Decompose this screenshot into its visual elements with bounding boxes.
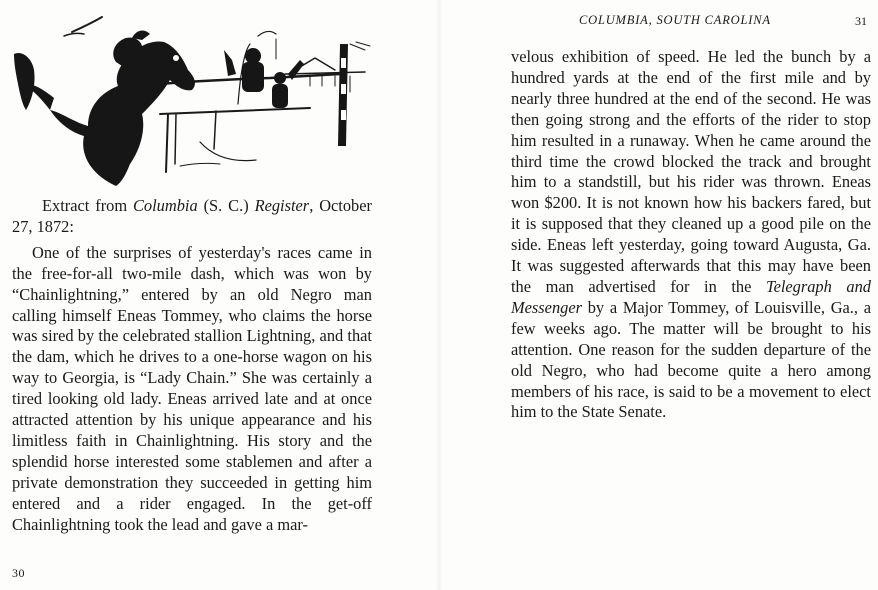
page-number-right: 31 [855, 14, 867, 28]
telegraph-newspaper-name: Telegraph and Messenger [511, 276, 871, 317]
page-number-left: 30 [12, 566, 25, 580]
left-page-text [12, 196, 372, 536]
continuation-part-2: by a Major Tommey, of Louisville, Ga., a few weeks ago. The matter will be brought to his attention. One reason for the sudden departure of the old Negro, who had become quite a hero among members of his race, is said to be a movement to elect him to the State Senate. [511, 297, 871, 422]
right-page-text [511, 47, 871, 423]
newspaper-name-suffix: Register [254, 196, 310, 215]
article-date: , October 27, 1872: [12, 196, 372, 236]
horse-race-illustration [10, 14, 372, 186]
article-body: One of the surprises of yesterday's races came in the free-for-all two-mile dash, which was won by “Chainlightning,” entered by an old Negro man calling himself Eneas Tommey, who claims the horse was sired by the celebrated stallion Lightning, and that the dam, which he drives to a one-horse wagon on his way to Georgia, is “Lady Chain.” She was certainly a tired looking old lady. Eneas arrived late and at once attracted attention by his unique appearance and his limitless faith in Chainlightning. His story and the splendid horse interested some stablemen and after a private demonstration they succeeded in getting him entered and a rider engaged. In the get-off Chainlightning took the lead and gave a mar- [12, 242, 372, 534]
continuation-part-1: velous exhibition of speed. He led the bunch by a hundred yards at the end of the first mile and by nearly three hundred at the end of the second. He was then going strong and the efforts of the rider to stop him resulted in a runaway. When he came around the third time the crowd blocked the track and brought him to a standstill, but his rider was thrown. Eneas won $200. It is not known how his backers fared, but it is supposed that they cleaned up a good pile on the side. Eneas left yesterday, going toward Augusta, Ga. It was suggested afterwards that this may have been the man advertised for in the [511, 47, 871, 296]
article-continuation [511, 47, 871, 423]
intro-prefix: Extract from [42, 196, 133, 215]
newspaper-name: Columbia [133, 196, 198, 215]
running-head: COLUMBIA, SOUTH CAROLINA [579, 13, 771, 27]
article-intro [12, 196, 372, 238]
newspaper-place: (S. C.) [197, 196, 255, 215]
right-page [439, 0, 878, 590]
